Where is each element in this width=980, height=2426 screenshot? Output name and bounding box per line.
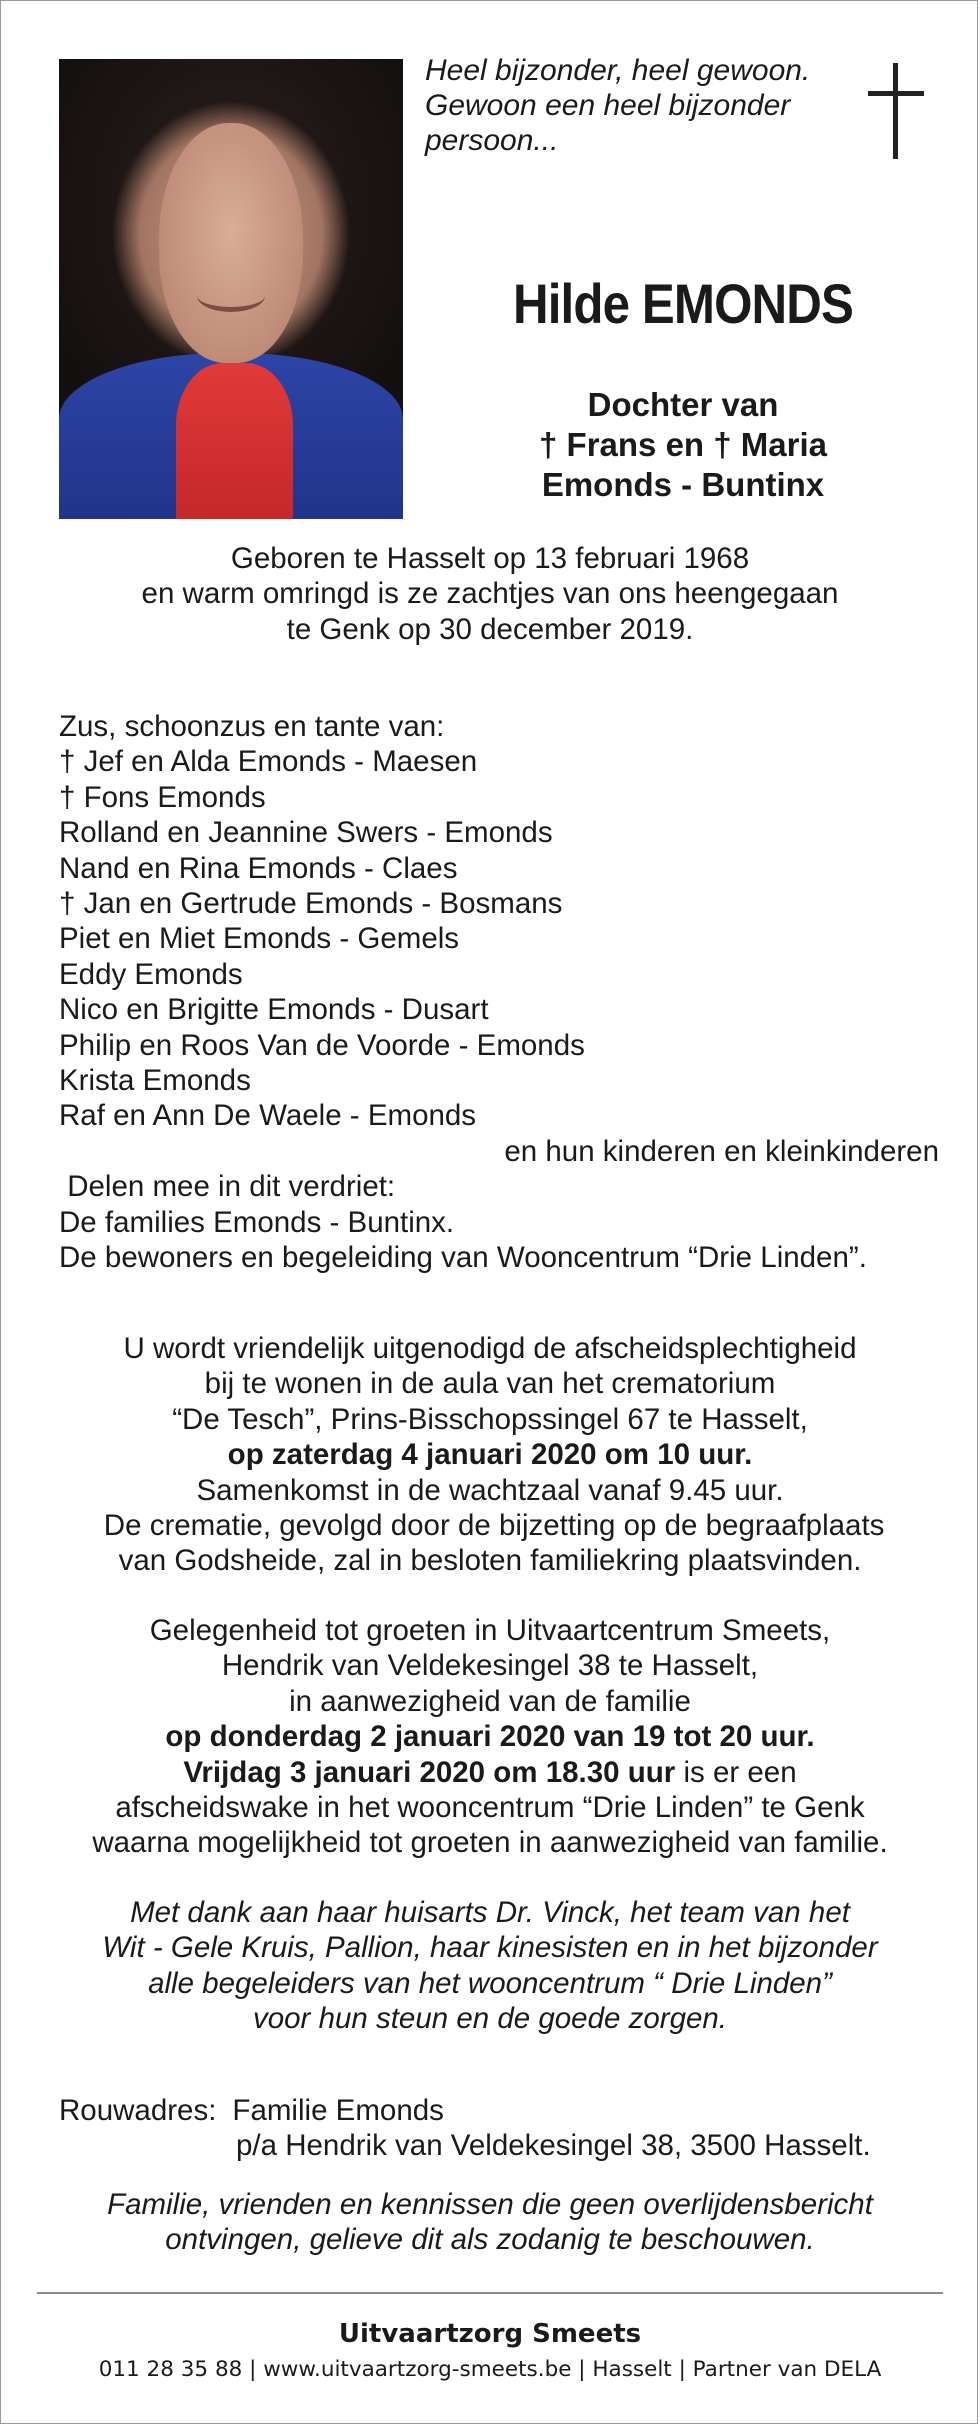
birth-line: Geboren te Hasselt op 13 februari 1968 [230, 542, 750, 575]
ceremony-info [31, 1331, 949, 1579]
wake-date: Vrijdag 3 januari 2020 om 18.30 uur [183, 1755, 676, 1789]
family-other: De bewoners en begeleiding van Wooncentrum “Drie Linden”. [59, 1241, 867, 1275]
thanks-note [31, 1895, 949, 2037]
family-member: Krista Emonds [59, 1064, 251, 1098]
visit-line: Gelegenheid tot groeten in Uitvaartcentrum Smeets, [149, 1614, 831, 1647]
ceremony-line: van Godsheide, zal in besloten familiekring plaatsvinden. [118, 1544, 862, 1578]
thanks-line: voor hun steun en de goede zorgen. [252, 2002, 727, 2036]
notice-line: Familie, vrienden en kennissen die geen overlijdensbericht [107, 2188, 873, 2221]
family-member: Eddy Emonds [59, 957, 243, 991]
family-member: Raf en Ann De Waele - Emonds [59, 1099, 477, 1133]
address-line [59, 2093, 939, 2128]
visit-line: waarna mogelijkheid tot groeten in aanwezigheid van familie. [92, 1826, 888, 1860]
poem-line: persoon... [425, 124, 559, 157]
poem-line: Gewoon een heel bijzonder [425, 89, 791, 122]
deceased-name: Hilde EMONDS [513, 272, 853, 335]
visitation-info [31, 1613, 949, 1861]
birth-line: en warm omringd is ze zachtjes van ons heengegaan [141, 577, 839, 611]
funeral-home-name: Uitvaartzorg Smeets [338, 2319, 642, 2349]
family-member: Rolland en Jeannine Swers - Emonds [59, 816, 553, 850]
portrait-photo [59, 59, 403, 519]
address-name: Familie Emonds [232, 2094, 444, 2127]
family-member: † Jef en Alda Emonds - Maesen [59, 745, 478, 779]
ceremony-line: bij te wonen in de aula van het crematorium [204, 1367, 776, 1401]
footer-divider [37, 2292, 943, 2294]
family-member: † Fons Emonds [59, 780, 266, 814]
address-label: Rouwadres: [59, 2094, 217, 2127]
photo-face [159, 123, 303, 362]
notice [31, 2187, 949, 2258]
thanks-line: Wit - Gele Kruis, Pallion, haar kinesisten en in het bijzonder [102, 1931, 878, 1965]
ceremony-line: U wordt vriendelijk uitgenodigd de afscheidsplechtigheid [123, 1332, 857, 1365]
thanks-line: Met dank aan haar huisarts Dr. Vinck, het team van het [130, 1896, 850, 1929]
family-member: Piet en Miet Emonds - Gemels [59, 922, 460, 956]
family-member: Nico en Brigitte Emonds - Dusart [59, 993, 489, 1027]
address-street: p/a Hendrik van Veldekesingel 38, 3500 Hasselt. [236, 2129, 871, 2163]
ceremony-line: “De Tesch”, Prins-Bisschopssingel 67 te Hasselt, [172, 1402, 808, 1436]
birth-death-info [31, 541, 949, 647]
family-member: Nand en Rina Emonds - Claes [59, 851, 458, 885]
cross-icon [868, 63, 924, 159]
ceremony-date: op zaterdag 4 januari 2020 om 10 uur. [227, 1438, 753, 1472]
family-share: Delen mee in dit verdriet: [59, 1170, 396, 1204]
notice-line: ontvingen, gelieve dit als zodanig te beschouwen. [165, 2223, 815, 2257]
photo-scarf [176, 363, 293, 519]
thanks-line: alle begeleiders van het wooncentrum “ Drie Linden” [148, 1966, 832, 2000]
visit-date: op donderdag 2 januari 2020 van 19 tot 20 uur. [165, 1720, 815, 1754]
wake-rest: is er een [675, 1755, 797, 1789]
family-children: en hun kinderen en kleinkinderen [504, 1134, 939, 1168]
wake-line [31, 1755, 949, 1790]
poem-line: Heel bijzonder, heel gewoon. [425, 54, 811, 87]
parents-line: Emonds - Buntinx [541, 466, 825, 503]
parents [471, 385, 895, 505]
ceremony-line: Samenkomst in de wachtzaal vanaf 9.45 uur. [196, 1473, 784, 1507]
poem [425, 53, 845, 158]
birth-line: te Genk op 30 december 2019. [286, 612, 694, 646]
visit-line: in aanwezigheid van de familie [289, 1684, 691, 1718]
ceremony-line: De crematie, gevolgd door de bijzetting op de begraafplaats [95, 1509, 885, 1543]
family-list [59, 709, 939, 1276]
family-member: † Jan en Gertrude Emonds - Bosmans [59, 887, 563, 921]
family-other: De families Emonds - Buntinx. [59, 1205, 455, 1239]
visit-line: afscheidswake in het wooncentrum “Drie Linden” te Genk [115, 1791, 865, 1825]
parents-line: † Frans en † Maria [539, 426, 827, 463]
parents-line: Dochter van [587, 386, 779, 423]
mourning-address [59, 2093, 939, 2164]
family-member: Philip en Roos Van de Voorde - Emonds [59, 1028, 585, 1062]
funeral-home-contact: 011 28 35 88 | www.uitvaartzorg-smeets.be | Hasselt | Partner van DELA [98, 2357, 882, 2382]
family-intro: Zus, schoonzus en tante van: [59, 710, 445, 743]
visit-line: Hendrik van Veldekesingel 38 te Hasselt, [221, 1649, 759, 1683]
